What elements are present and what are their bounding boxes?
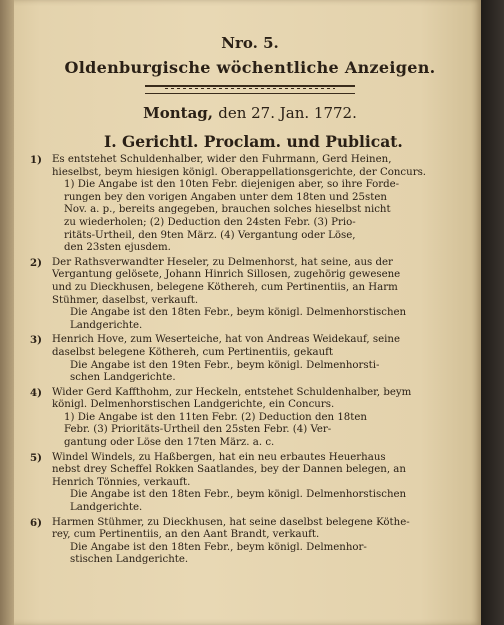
entry-text bbox=[52, 257, 470, 333]
text-line: 1) Die Angabe ist den 10ten Febr. diejenigen aber, so ihre Forde- bbox=[64, 179, 400, 191]
text-line: gantung oder Löse den 17ten März. a. c. bbox=[64, 437, 275, 449]
entry-number: 1) bbox=[30, 154, 42, 166]
text-line: Landgerichte. bbox=[70, 319, 143, 331]
text-line: Febr. (3) Prioritäts-Urtheil den 25sten Febr. (4) Ver- bbox=[64, 424, 332, 436]
day-label: Montag, bbox=[143, 104, 213, 122]
text-line: 1) Die Angabe ist den 11ten Febr. (2) Deduction den 18ten bbox=[64, 411, 367, 423]
text-line: den 23sten ejusdem. bbox=[64, 242, 171, 254]
text-line: Die Angabe ist den 18ten Febr., beym königl. Delmenhor- bbox=[70, 541, 367, 553]
text-line: Die Angabe ist den 19ten Febr., beym königl. Delmenhorsti- bbox=[70, 359, 380, 371]
notice-entry-6 bbox=[30, 517, 470, 567]
notice-entry-2 bbox=[30, 257, 470, 333]
text-line: ritäts-Urtheil, den 9ten März. (4) Vergantung oder Löse, bbox=[64, 229, 356, 241]
entry-text bbox=[52, 517, 470, 567]
ornamental-rule bbox=[145, 85, 355, 94]
text-line: Landgerichte. bbox=[70, 502, 143, 514]
text-line: stischen Landgerichte. bbox=[70, 554, 189, 566]
text-line: Der Rathsverwandter Heseler, zu Delmenhorst, hat seine, aus der bbox=[52, 256, 393, 268]
entry-number: 6) bbox=[30, 516, 42, 529]
issue-number: Nro. 5. bbox=[221, 34, 279, 52]
text-line: Wider Gerd Kaffthohm, zur Heckeln, entstehet Schuldenhalber, beym bbox=[52, 386, 412, 398]
text-line: schen Landgerichte. bbox=[70, 372, 176, 384]
text-line: Die Angabe ist den 18ten Febr., beym königl. Delmenhorstischen bbox=[70, 307, 407, 319]
text-line: rey, cum Pertinentiis, an den Aant Brandt, verkauft. bbox=[52, 529, 320, 541]
entry-text bbox=[52, 154, 470, 255]
text-line: rungen bey den vorigen Angaben unter dem 18ten und 25sten bbox=[64, 191, 387, 203]
text-line: Henrich Hove, zum Weserteiche, hat von Andreas Weidekauf, seine bbox=[52, 334, 400, 346]
notice-entry-1 bbox=[30, 154, 470, 255]
entry-number: 5) bbox=[30, 451, 42, 464]
entry-number: 2) bbox=[30, 256, 42, 269]
text-line: Windel Windels, zu Haßbergen, hat ein neu erbautes Heuerhaus bbox=[52, 451, 386, 463]
text-line: und zu Dieckhusen, belegene Köthereh, cum Pertinentiis, an Harm bbox=[52, 281, 398, 293]
section-title: I. Gerichtl. Proclam. und Publicat. bbox=[104, 132, 403, 151]
entry-number: 3) bbox=[30, 334, 42, 347]
dateline bbox=[30, 104, 470, 122]
entry-text bbox=[52, 452, 470, 515]
text-line: nebst drey Scheffel Rokken Saatlandes, bey der Dannen belegen, an bbox=[52, 464, 406, 476]
page-edge-shadow bbox=[481, 0, 504, 625]
notice-entry-4 bbox=[30, 387, 470, 450]
page-gutter bbox=[0, 0, 14, 625]
page-content bbox=[30, 34, 470, 567]
text-line: Nov. a. p., bereits angegeben, brauchen solches hieselbst nicht bbox=[64, 204, 391, 216]
text-line: Stühmer, daselbst, verkauft. bbox=[52, 294, 199, 306]
text-line: daselbst belegene Köthereh, cum Pertinentiis, gekauft bbox=[52, 346, 334, 358]
text-line: Es entstehet Schuldenhalber, wider den Fuhrmann, Gerd Heinen, bbox=[52, 154, 392, 165]
notice-entry-5 bbox=[30, 452, 470, 515]
text-line: zu wiederholen; (2) Deduction den 24sten Febr. (3) Prio- bbox=[64, 216, 356, 228]
text-line: Henrich Tönnies, verkauft. bbox=[52, 476, 191, 488]
issue-date: den 27. Jan. 1772. bbox=[218, 104, 357, 122]
text-line: Vergantung gelösete, Johann Hinrich Sillosen, zugehörig gewesene bbox=[52, 269, 401, 281]
entry-text bbox=[52, 334, 470, 384]
entry-text bbox=[52, 387, 470, 450]
masthead-title: Oldenburgische wöchentliche Anzeigen. bbox=[64, 58, 436, 77]
text-line: hieselbst, beym hiesigen königl. Oberappellationsgerichte, der Concurs. bbox=[52, 166, 427, 178]
notice-entry-3 bbox=[30, 334, 470, 384]
text-line: königl. Delmenhorstischen Landgerichte, ein Concurs. bbox=[52, 399, 335, 411]
text-line: Die Angabe ist den 18ten Febr., beym königl. Delmenhorstischen bbox=[70, 489, 407, 501]
entry-number: 4) bbox=[30, 386, 42, 399]
text-line: Harmen Stühmer, zu Dieckhusen, hat seine daselbst belegene Köthe- bbox=[52, 516, 410, 528]
